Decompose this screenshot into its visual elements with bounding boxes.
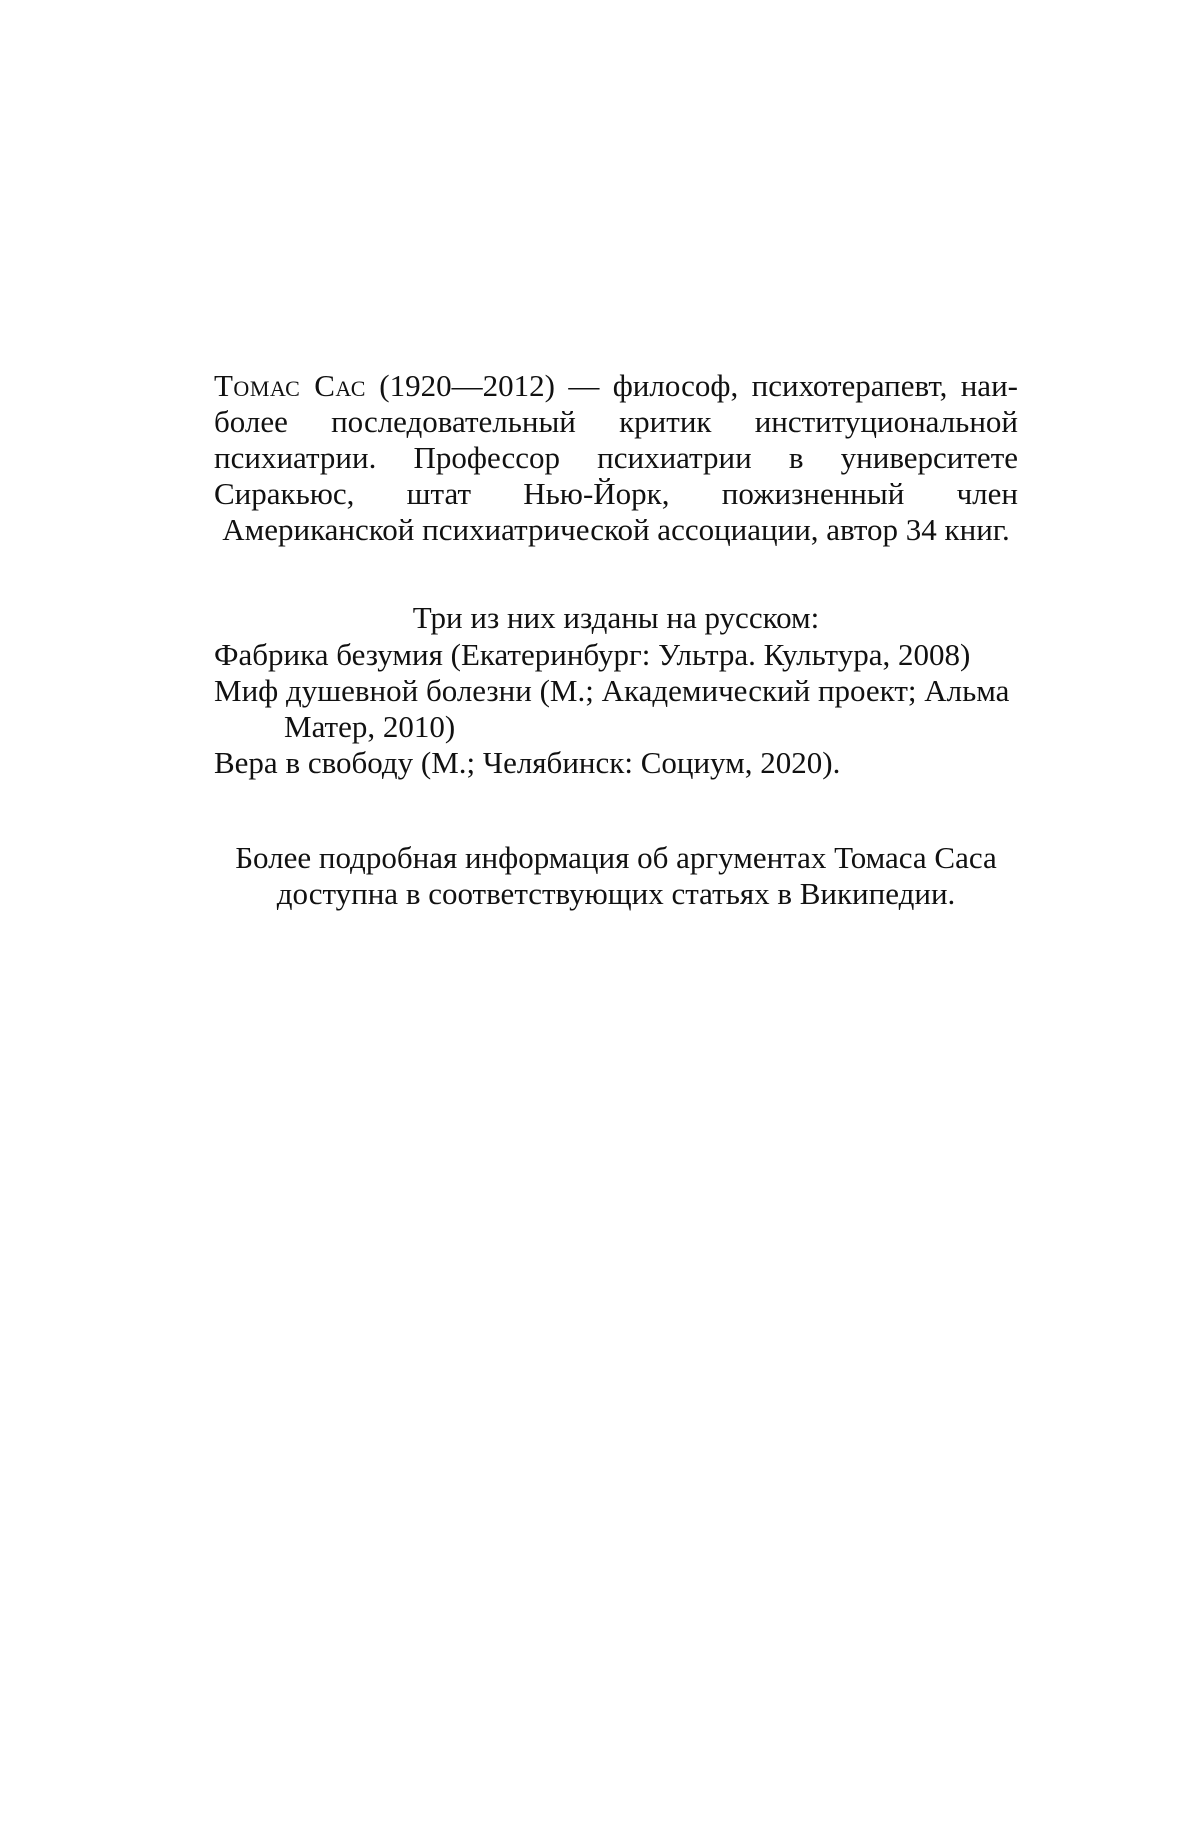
books-list [214, 637, 1018, 781]
more-info-line: доступна в соответствующих статьях в Википедии. [276, 876, 956, 911]
author-bio-text: (1920—2012) — философ, психотерапевт, наиболее последовательный критик институциональной психиатрии. Профессор психиатрии в университете Сиракьюс, штат Нью-Йорк, пожизненный член Американской психиатрической ассоциации, автор 34 книг. [214, 368, 1018, 547]
books-heading: Три из них изданы на русском: [412, 600, 820, 635]
book-item: Фабрика безумия (Екатеринбург: Ультра. Культура, 2008) [214, 637, 971, 672]
author-bio [214, 368, 1018, 548]
book-item: Вера в свободу (М.; Челябинск: Социум, 2020). [214, 745, 841, 780]
more-info-line: Более подробная информация об аргументах Томаса Саса [235, 840, 997, 875]
book-item: Миф душевной болезни (М.; Академический проект; Альма Матер, 2010) [214, 673, 1010, 744]
more-info-note [214, 840, 1018, 912]
author-name: Томас Сас [214, 368, 366, 403]
